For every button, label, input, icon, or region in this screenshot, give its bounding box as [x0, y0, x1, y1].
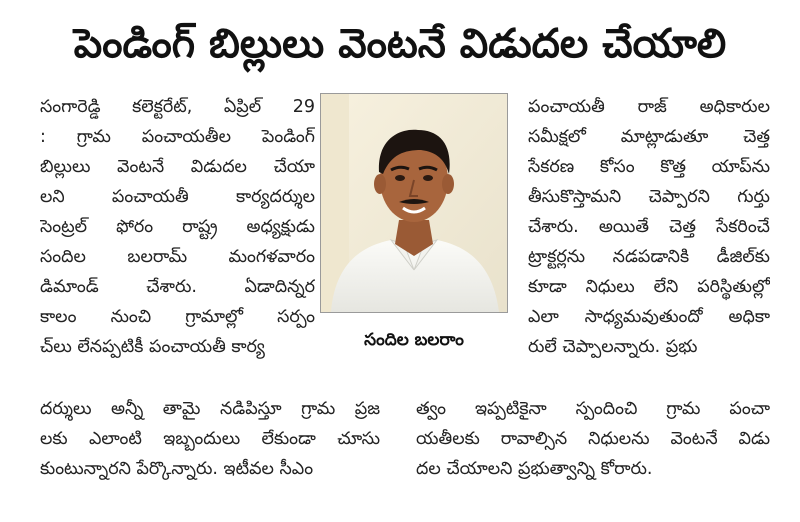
article-column-right	[528, 92, 770, 362]
article-text-line: సేకరణ కోసం కొత్త యాప్‌ను	[528, 157, 770, 177]
article-text-line: యతీలకు రావాల్సిన నిధులను వెంటనే విడు	[416, 429, 770, 449]
article-text-line: డిమాండ్ చేశారు. ఏడాదిన్నర	[40, 277, 315, 297]
article-text-line: కుంటున్నారని పేర్కొన్నారు. ఇటీవల సీఎం	[40, 459, 314, 479]
article-text-line: రులే చెప్పాలన్నారు. ప్రభు	[528, 337, 698, 357]
article-text-line: ట్రాక్టర్లను నడపడానికి డీజిల్‌కు	[528, 247, 770, 267]
article-text-line: లకు ఎలాంటి ఇబ్బందులు లేకుండా చూసు	[40, 429, 380, 449]
article-column-left	[40, 92, 315, 362]
article-text-line: కూడా నిధులు లేని పరిస్థితుల్లో	[528, 277, 770, 297]
article-text-line: దల చేయాలని ప్రభుత్వాన్ని కోరారు.	[416, 459, 653, 479]
article-text-line: లని పంచాయతీ కార్యదర్శుల	[40, 187, 315, 207]
article-bottom-left	[40, 394, 380, 484]
article-text-line: సెంట్రల్ ఫోరం రాష్ట్ర అధ్యక్షుడు	[40, 217, 315, 237]
headline: పెండింగ్ బిల్లులు వెంటనే విడుదల చేయాలి	[73, 21, 727, 67]
article-text-line: తీసుకొస్తామని చెప్పారని గుర్తు	[528, 187, 770, 207]
photo-caption: సందిల బలరాం	[364, 330, 464, 350]
article-text-line: త్వం ఇప్పటికైనా స్పందించి గ్రామ పంచా	[416, 399, 770, 419]
article-text-line: చ్‌లు లేనప్పటికీ పంచాయతీ కార్య	[40, 337, 265, 357]
article-text-line: చేశారు. అయితే చెత్త సేకరించే	[528, 217, 770, 237]
article-text-line: సందిల బలరామ్ మంగళవారం	[40, 247, 315, 267]
article-text-line: కాలం నుంచి గ్రామాల్లో సర్పం	[40, 307, 315, 327]
article-text-line: సమీక్షలో మాట్లాడుతూ చెత్త	[528, 127, 770, 147]
article-text-line: సంగారెడ్డి కలెక్టరేట్, ఏప్రిల్ 29	[40, 97, 315, 117]
portrait-photo	[320, 93, 508, 313]
article-text-line: బిల్లులు వెంటనే విడుదల చేయా	[40, 157, 315, 177]
portrait-illustration	[321, 94, 507, 312]
article-text-line: : గ్రామ పంచాయతీల పెండింగ్	[40, 127, 315, 147]
article-text-line: పంచాయతీ రాజ్ అధికారుల	[528, 97, 770, 117]
article-bottom-right	[416, 394, 770, 484]
article-text-line: దర్శులు అన్నీ తామై నడిపిస్తూ గ్రామ ప్రజ	[40, 399, 380, 419]
article-text-line: ఎలా సాధ్యమవుతుందో అధికా	[528, 307, 770, 327]
